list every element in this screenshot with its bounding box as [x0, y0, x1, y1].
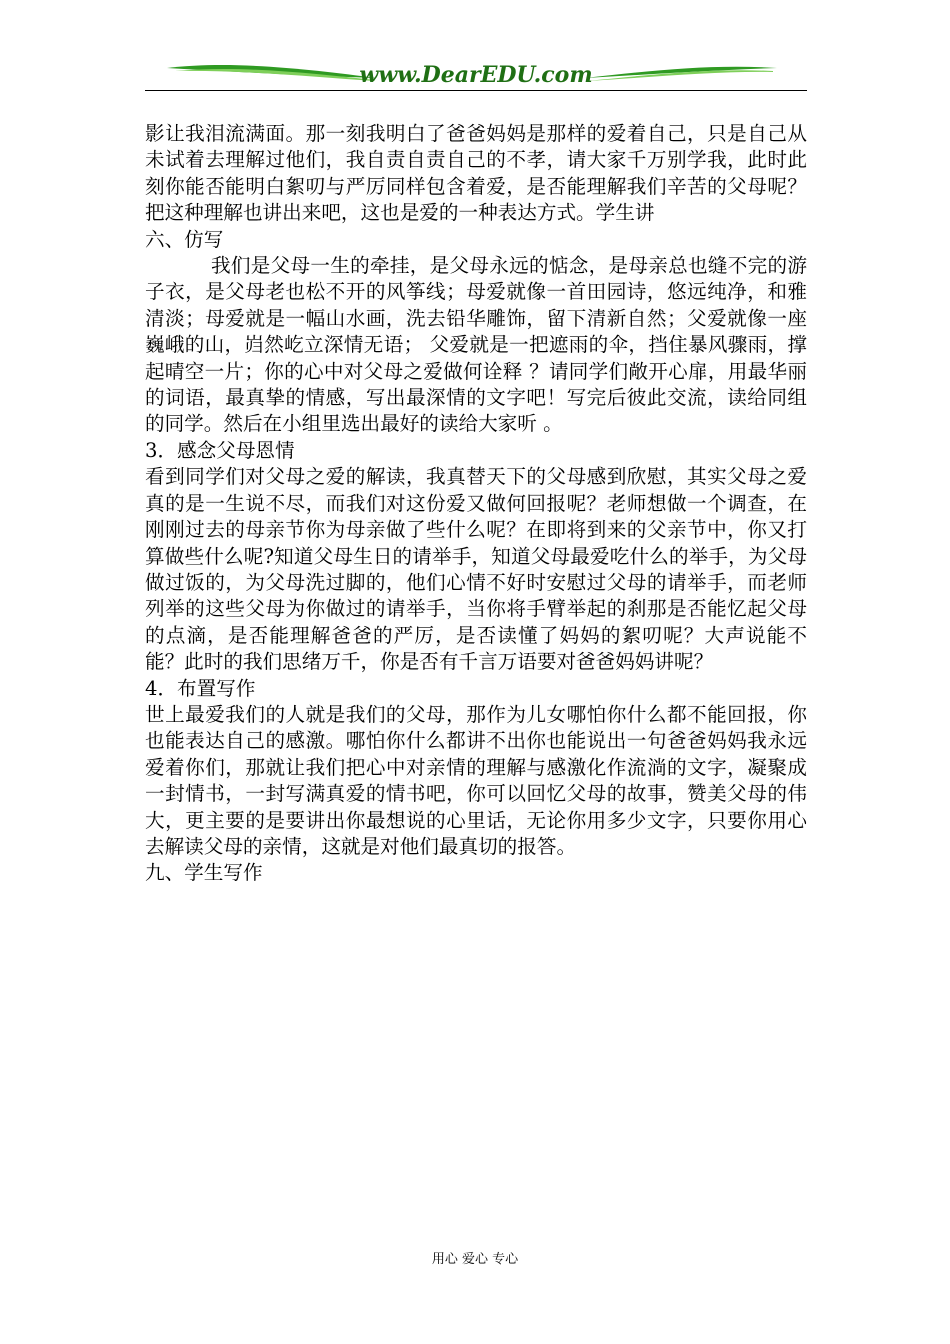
page-header: [145, 56, 807, 96]
section-heading-student-writing: 九、学生写作: [145, 861, 263, 885]
paragraph-continuation: 影让我泪流满面。那一刻我明白了爸爸妈妈是那样的爱着自己，只是自己从未试着去理解过他们，我自责自责自己的不孝，请大家千万别学我，此时此刻你能否能明白絮叨与严厉同样包含着爱，是否能理解我们辛苦的父母呢？把这种理解也讲出来吧，这也是爱的一种表达方式。学生讲: [145, 122, 807, 225]
site-url-logo: www.DearEDU.com: [359, 62, 593, 88]
section-heading-assign-writing: 4．布置写作: [145, 676, 256, 700]
page-footer: 用心 爱心 专心: [431, 1252, 519, 1267]
document-body: [145, 121, 807, 887]
section-heading-imitation-writing: 六、仿写: [145, 227, 224, 251]
paragraph-gratitude: 看到同学们对父母之爱的解读，我真替天下的父母感到欣慰，其实父母之爱真的是一生说不尽，而我们对这份爱又做何回报呢？老师想做一个调查，在刚刚过去的母亲节你为母亲做了些什么呢？在即将到来的父亲节中，你又打算做些什么呢?知道父母生日的请举手，知道父母最爱吃什么的举手，为父母做过饭的，为父母洗过脚的，他们心情不好时安慰过父母的请举手，而老师列举的这些父母为你做过的请举手，当你将手臂举起的刹那是否能忆起父母的点滴，是否能理解爸爸的严厉，是否读懂了妈妈的絮叨呢？大声说能不能？此时的我们思绪万千，你是否有千言万语要对爸爸妈妈讲呢？: [145, 465, 807, 674]
header-divider: [145, 90, 807, 91]
paragraph-imitation-writing: 我们是父母一生的牵挂，是父母永远的惦念，是母亲总也缝不完的游子衣，是父母老也松不开的风筝线；母爱就像一首田园诗，悠远纯净，和雅清淡；母爱就是一幅山水画，洗去铅华雕饰，留下清新自然；父爱就像一座巍峨的山，岿然屹立深情无语； 父爱就是一把遮雨的伞，挡住暴风骤雨，撑起晴空一片；你的心中对父母之爱做何诠释 ？请同学们敞开心扉，用最华丽的词语，最真挚的情感，写出最深情的文字吧！写完后彼此交流，读给同组的同学。然后在小组里选出最好的读给大家听 。: [145, 254, 807, 436]
section-heading-gratitude: 3．感念父母恩情: [145, 438, 295, 462]
paragraph-assign-writing: 世上最爱我们的人就是我们的父母，那作为儿女哪怕你什么都不能回报，你也能表达自己的感激。哪怕你什么都讲不出你也能说出一句爸爸妈妈我永远爱着你们，那就让我们把心中对亲情的理解与感激化作流淌的文字，凝聚成一封情书，一封写满真爱的情书吧，你可以回忆父母的故事，赞美父母的伟大，更主要的是要讲出你最想说的心里话，无论你用多少文字，只要你用心去解读父母的亲情，这就是对他们最真切的报答。: [145, 702, 807, 858]
